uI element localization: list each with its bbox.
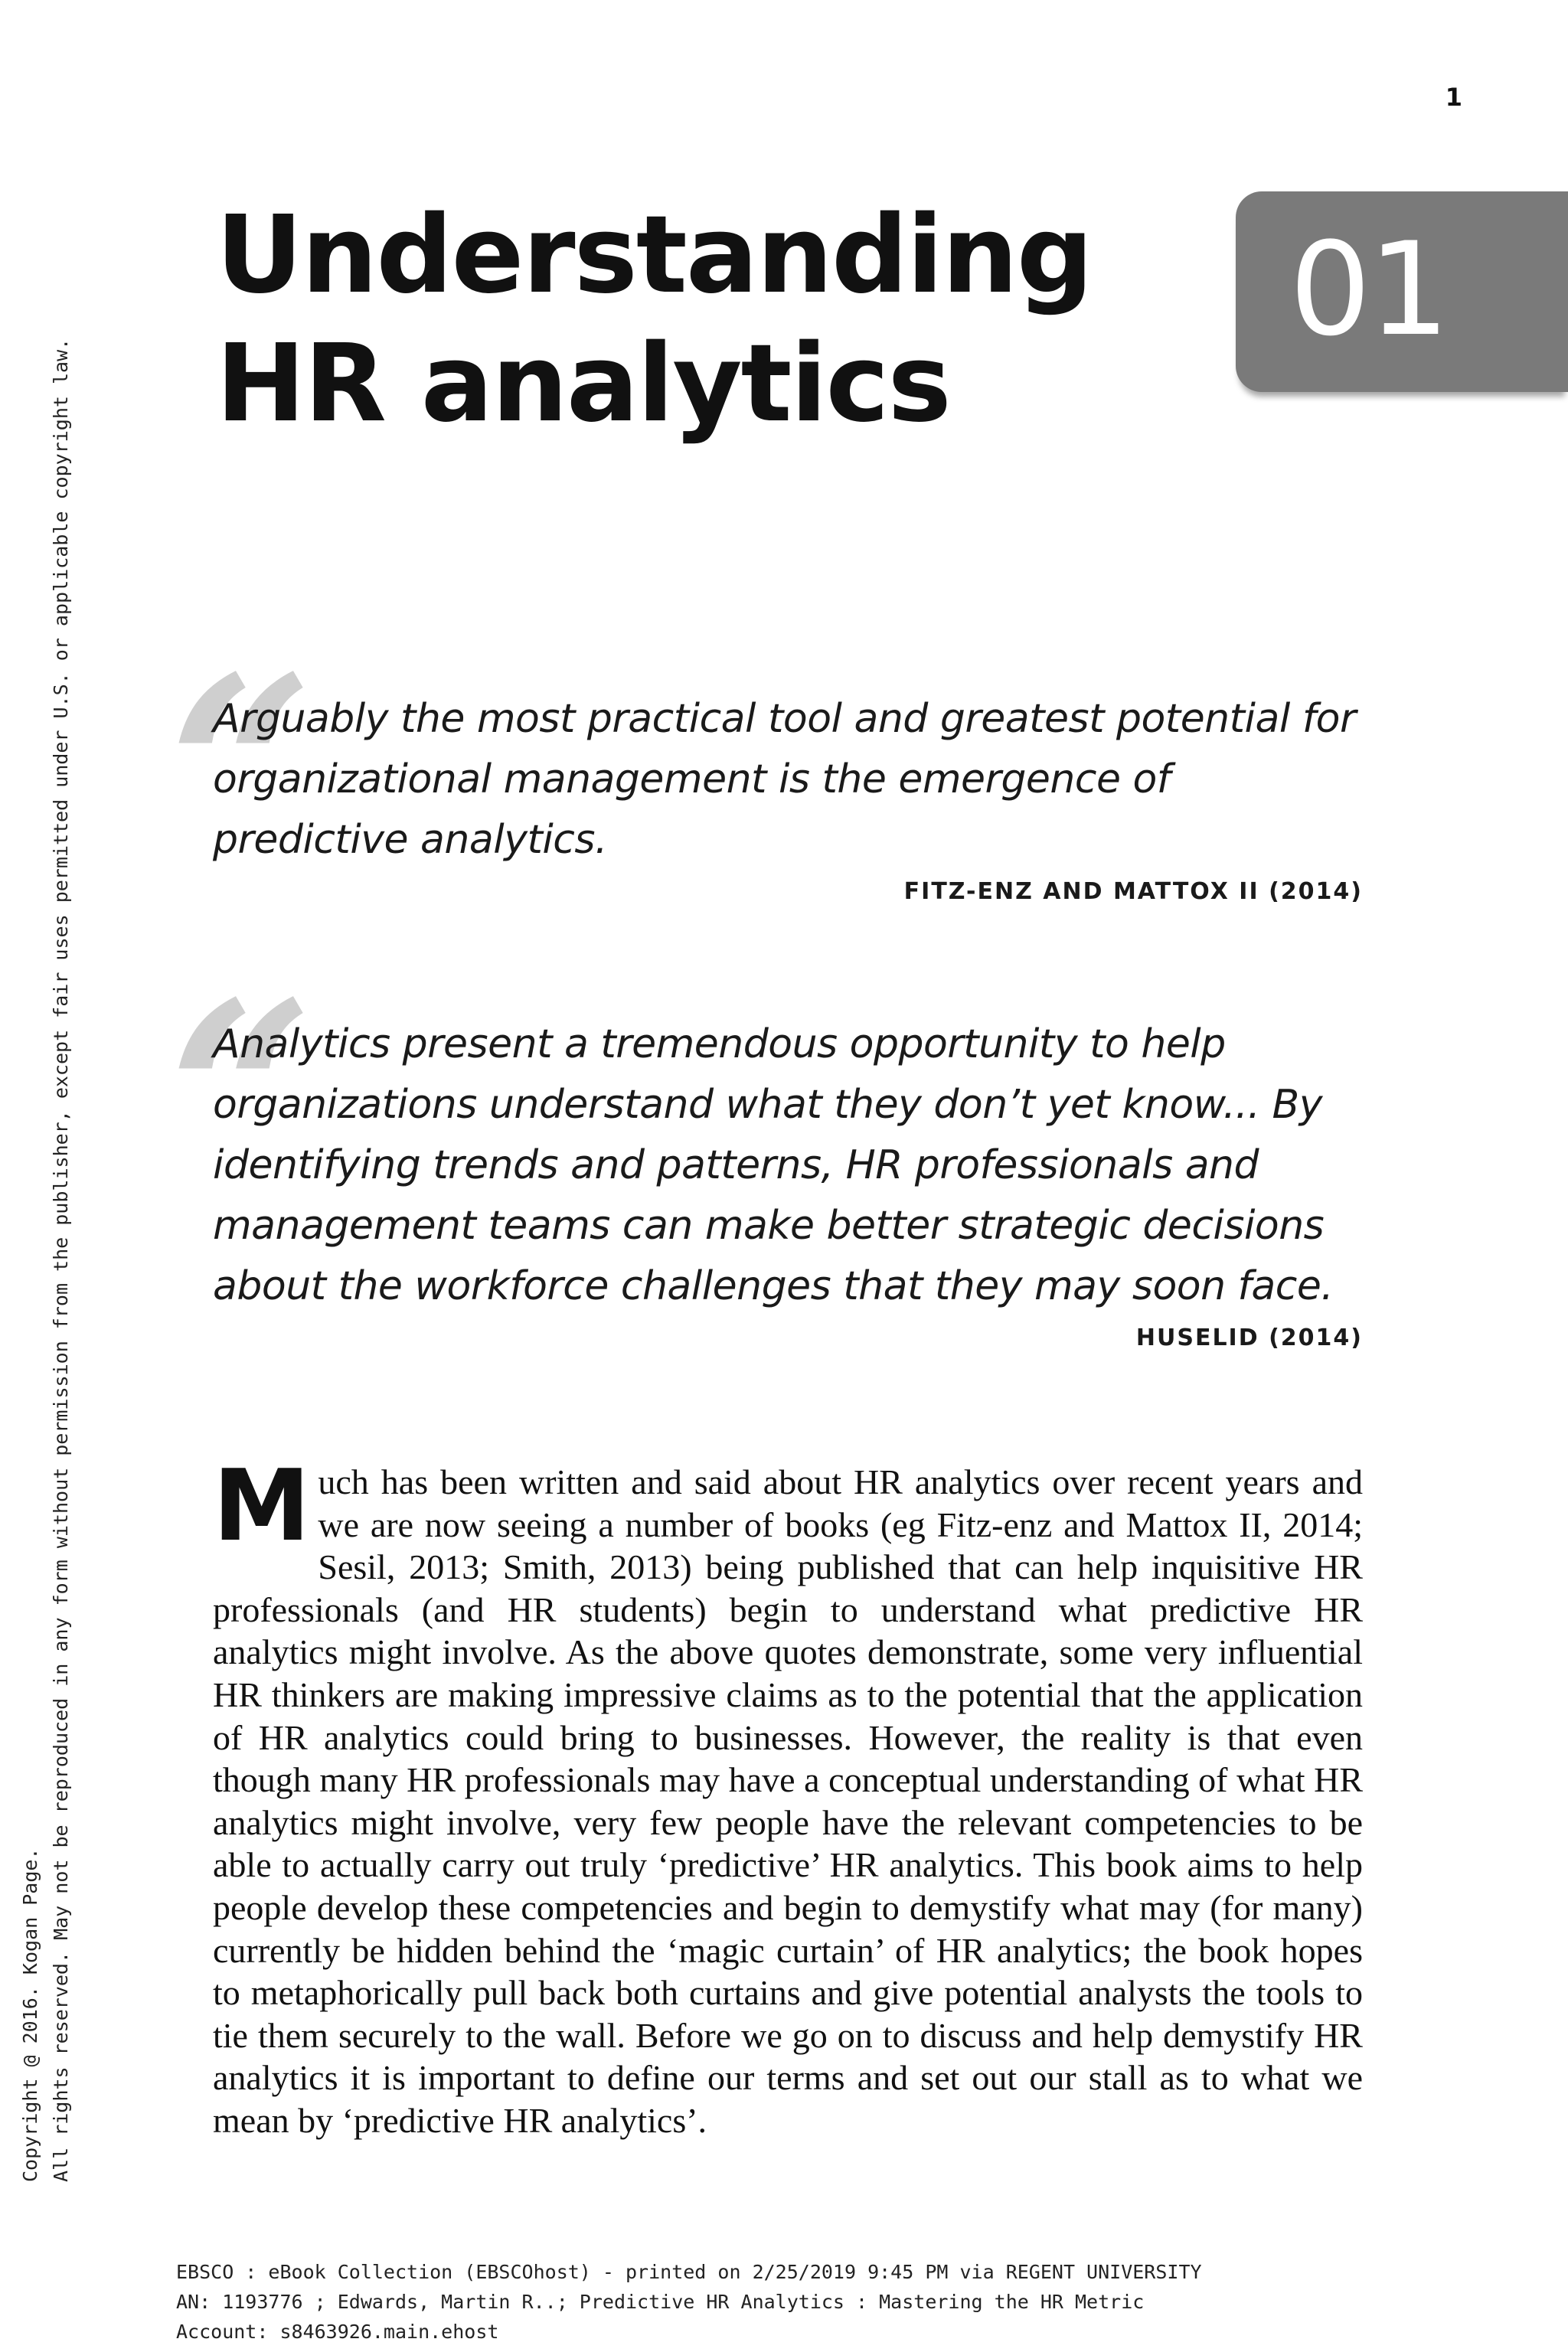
chapter-title-line-1: Understanding bbox=[216, 193, 1093, 318]
copyright-notice-line-1: Copyright @ 2016. Kogan Page. bbox=[19, 1847, 41, 2182]
footer-line-3: Account: s8463926.main.ehost bbox=[176, 2321, 499, 2343]
chapter-title bbox=[216, 191, 1211, 449]
chapter-number: 01 bbox=[1289, 214, 1447, 364]
chapter-title-line-2: HR analytics bbox=[216, 322, 950, 446]
chapter-number-tab bbox=[1236, 191, 1568, 392]
footer-line-1: EBSCO : eBook Collection (EBSCOhost) - printed on 2/25/2019 9:45 PM via REGENT UNIVERSITY bbox=[176, 2261, 1202, 2283]
epigraph bbox=[168, 946, 1363, 1374]
ebsco-footer bbox=[176, 2257, 1516, 2347]
body-paragraph bbox=[213, 1449, 1363, 2142]
body-paragraph-text: uch has been written and said about HR analytics over recent years and we are now seeing a number of books (eg Fitz-enz and Mattox II, 2014; Sesil, 2013; Smith, 2013) being published that can help inquisitive HR professionals (and HR students) begin to understand what predictive HR analytics might involve. As the above quotes demonstrate, some very influential HR thinkers are making impressive claims as to the potential that the application of HR analytics could bring to businesses. However, the reality is that even though many HR professionals may have a conceptual understanding of what HR analytics might involve, very few people have the relevant competencies to be able to actually carry out truly ‘predictive’ HR analytics. This book aims to help people develop these competencies and begin to demystify what may (for many) currently be hidden behind the ‘magic curtain’ of HR analytics; the book hopes to metaphorically pull back both curtains and give potential analysts the tools to tie them securely to the wall. Before we go on to discuss and help demystify HR analytics it is important to define our terms and set out our stall as to what we mean by ‘predictive HR analytics’. bbox=[213, 1462, 1363, 2140]
copyright-notice bbox=[15, 314, 77, 2182]
epigraph-attribution: HUSELID (2014) bbox=[1135, 1325, 1363, 1351]
page-number: 1 bbox=[1445, 83, 1462, 112]
epigraph-quote: Arguably the most practical tool and greatest potential for organizational management is the emergence of predictive analytics. bbox=[213, 696, 1356, 863]
footer-line-2: AN: 1193776 ; Edwards, Martin R..; Predictive HR Analytics : Mastering the HR Metric bbox=[176, 2291, 1145, 2313]
quote-mark-icon: “ bbox=[168, 621, 314, 918]
drop-cap: M bbox=[213, 1449, 311, 1563]
quote-mark-icon: “ bbox=[168, 946, 314, 1243]
epigraph-quote: Analytics present a tremendous opportunity to help organizations understand what they don’t yet know... By identifying trends and patterns, HR professionals and management teams can make better strategic decisions about the workforce challenges that they may soon face. bbox=[213, 1021, 1334, 1309]
epigraph-attribution: FITZ-ENZ AND MATTOX II (2014) bbox=[903, 878, 1363, 905]
epigraph bbox=[168, 621, 1363, 942]
copyright-notice-line-2: All rights reserved. May not be reproduced in any form without permission from the publisher, except fair uses permitted under U.S. or applicable copyright law. bbox=[50, 338, 72, 2182]
